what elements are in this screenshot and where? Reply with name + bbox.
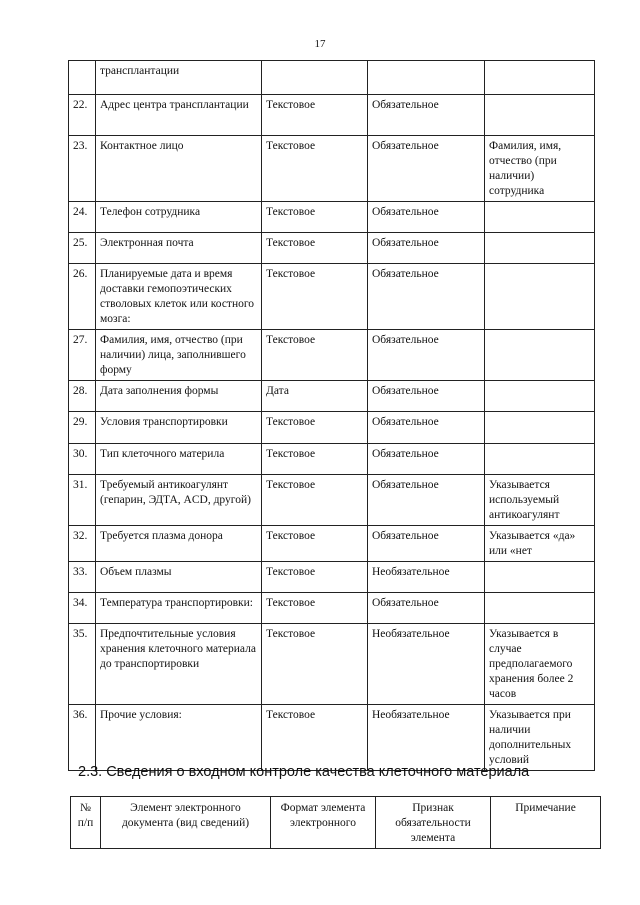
element-format: Текстовое [262,202,368,233]
table-row [69,202,595,233]
table-row [69,705,595,771]
row-number: 30. [69,444,96,475]
element-format: Текстовое [262,264,368,330]
element-name: Предпочтительные условия хранения клеточного материала до транспортировки [96,624,262,705]
element-required [368,61,485,95]
element-required: Обязательное [368,526,485,562]
row-number: 34. [69,593,96,624]
row-number [69,61,96,95]
element-format: Текстовое [262,475,368,526]
row-number: 36. [69,705,96,771]
row-number: 27. [69,330,96,381]
element-format: Текстовое [262,593,368,624]
table-row [69,136,595,202]
table-row [69,562,595,593]
element-required: Обязательное [368,264,485,330]
element-format: Текстовое [262,624,368,705]
element-required: Необязательное [368,705,485,771]
element-name: Тип клеточного материла [96,444,262,475]
header-required: Признак обязательности элемента [376,797,491,849]
element-required: Обязательное [368,136,485,202]
page-number: 17 [314,38,326,50]
table-row [69,444,595,475]
table-row [69,61,595,95]
element-format: Дата [262,381,368,412]
element-format: Текстовое [262,95,368,136]
table-row [69,330,595,381]
element-required: Обязательное [368,593,485,624]
quality-control-table [70,796,601,849]
row-number: 23. [69,136,96,202]
table-row [69,95,595,136]
element-required: Обязательное [368,444,485,475]
table-row [69,526,595,562]
element-format: Текстовое [262,330,368,381]
table-row [69,381,595,412]
element-note [485,95,595,136]
element-format: Текстовое [262,562,368,593]
element-name: Дата заполнения формы [96,381,262,412]
data-elements-table [68,60,595,771]
header-format: Формат элемента электронного [271,797,376,849]
element-name: Требуемый антикоагулянт (гепарин, ЭДТА, ACD, другой) [96,475,262,526]
element-note [485,264,595,330]
row-number: 33. [69,562,96,593]
element-note: Указывается в случае предполагаемого хранения более 2 часов [485,624,595,705]
element-required: Обязательное [368,95,485,136]
element-required: Необязательное [368,624,485,705]
element-name: Телефон сотрудника [96,202,262,233]
element-note [485,233,595,264]
element-name: трансплантации [96,61,262,95]
element-name: Электронная почта [96,233,262,264]
row-number: 22. [69,95,96,136]
table-row [69,233,595,264]
table-row [69,475,595,526]
element-note: Указывается при наличии дополнительных условий [485,705,595,771]
element-required: Необязательное [368,562,485,593]
element-note: Указывается «да» или «нет [485,526,595,562]
row-number: 28. [69,381,96,412]
element-note: Фамилия, имя, отчество (при наличии) сотрудника [485,136,595,202]
element-format [262,61,368,95]
element-name: Адрес центра трансплантации [96,95,262,136]
element-note [485,381,595,412]
element-name: Фамилия, имя, отчество (при наличии) лица, заполнившего форму [96,330,262,381]
row-number: 35. [69,624,96,705]
row-number: 31. [69,475,96,526]
element-required: Обязательное [368,412,485,444]
row-number: 25. [69,233,96,264]
section-heading: 2.3. Сведения о входном контроле качества клеточного материала [78,764,530,780]
element-note [485,562,595,593]
element-format: Текстовое [262,412,368,444]
element-format: Текстовое [262,526,368,562]
element-required: Обязательное [368,475,485,526]
element-note [485,444,595,475]
table-header-row [71,797,601,849]
element-name: Требуется плазма донора [96,526,262,562]
element-note: Указывается используемый антикоагулянт [485,475,595,526]
element-name: Контактное лицо [96,136,262,202]
element-note [485,593,595,624]
element-name: Температура транспортировки: [96,593,262,624]
element-required: Обязательное [368,330,485,381]
element-name: Планируемые дата и время доставки гемопоэтических стволовых клеток или костного мозга: [96,264,262,330]
element-format: Текстовое [262,705,368,771]
element-required: Обязательное [368,233,485,264]
element-name: Прочие условия: [96,705,262,771]
element-format: Текстовое [262,233,368,264]
element-note [485,330,595,381]
table-row [69,593,595,624]
header-note: Примечание [491,797,601,849]
element-note [485,412,595,444]
row-number: 29. [69,412,96,444]
element-name: Объем плазмы [96,562,262,593]
element-required: Обязательное [368,381,485,412]
row-number: 24. [69,202,96,233]
element-required: Обязательное [368,202,485,233]
element-format: Текстовое [262,444,368,475]
element-note [485,61,595,95]
row-number: 32. [69,526,96,562]
header-num: № п/п [71,797,101,849]
header-element: Элемент электронного документа (вид сведений) [101,797,271,849]
element-name: Условия транспортировки [96,412,262,444]
table-row [69,412,595,444]
row-number: 26. [69,264,96,330]
table-row [69,264,595,330]
element-note [485,202,595,233]
element-format: Текстовое [262,136,368,202]
table-row [69,624,595,705]
